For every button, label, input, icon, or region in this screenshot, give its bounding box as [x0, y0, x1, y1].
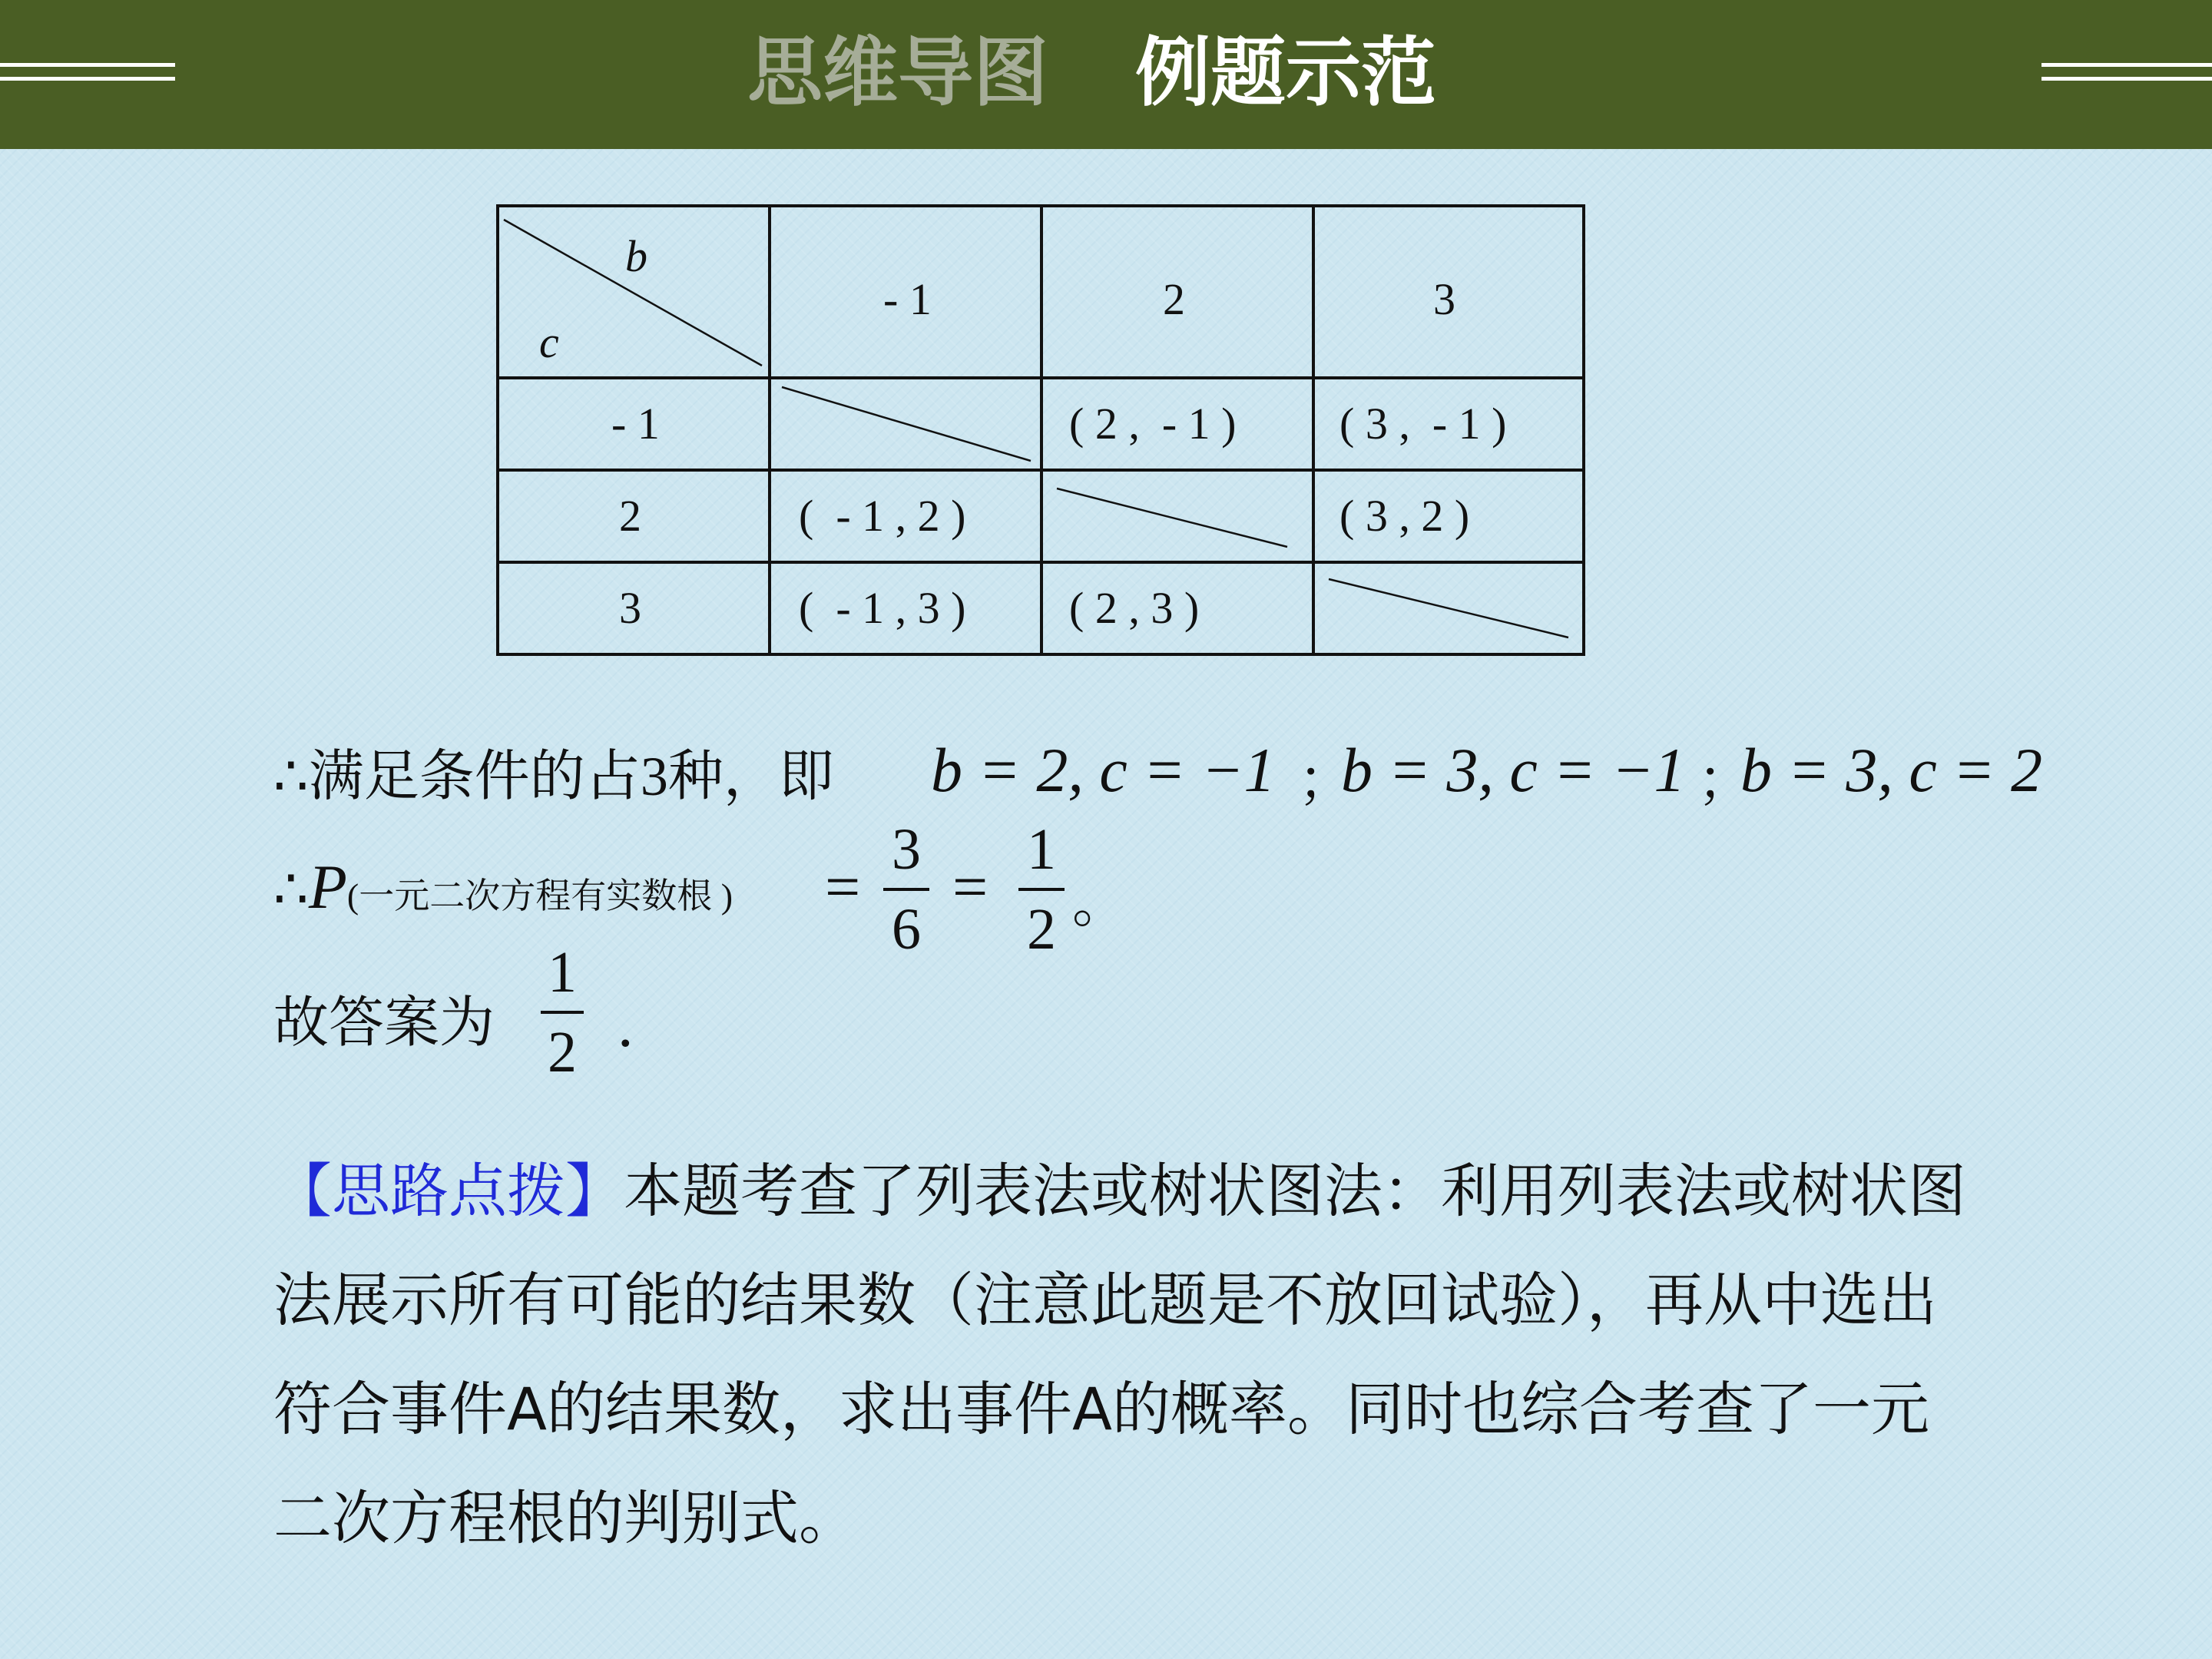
line2-end-mark: 。 — [1072, 870, 1128, 935]
tab-mind-map[interactable]: 思维导图 — [747, 29, 1049, 117]
hint-line-2: 法展示所有可能的结果数（注意此题是不放回试验），再从中选出 — [273, 1266, 1937, 1334]
hint-line-4: 二次方程根的判别式。 — [273, 1484, 857, 1552]
table-cell: ( 2 , 3 ) — [1069, 583, 1200, 633]
hint-paragraph — [273, 1137, 2071, 1573]
fraction-denominator: 2 — [548, 1020, 577, 1084]
header-bar — [0, 0, 2212, 149]
col-header: 2 — [1163, 274, 1185, 324]
answer-fraction — [541, 937, 584, 1088]
hint-label: 【思路点拨】 — [273, 1157, 624, 1225]
fraction-numerator: 1 — [1027, 817, 1056, 882]
solution-line-2 — [273, 853, 733, 931]
solution-line-1 — [273, 741, 834, 811]
answer-label: 故答案为 — [273, 990, 495, 1055]
prob-subscript: (一元二次方程有实数根 ) — [346, 876, 733, 916]
equals-1: = — [825, 852, 861, 922]
answer-period: . — [618, 990, 634, 1060]
prob-symbol: P — [308, 852, 347, 922]
fraction-numerator: 3 — [892, 817, 921, 882]
line1-middle: 种，即 — [667, 743, 834, 808]
pair-1: b = 2, c = −1 — [931, 735, 1276, 805]
tab-example[interactable]: 例题示范 — [1135, 29, 1437, 117]
outcome-table — [496, 204, 1587, 656]
equals-2: = — [952, 852, 988, 922]
hint-text: 本题考查了列表法或树状图法：利用列表法或树状图 — [624, 1157, 1966, 1225]
fraction-1-2 — [1018, 814, 1065, 965]
fraction-3-6 — [883, 814, 929, 965]
line1-prefix: ∴满足条件的占 — [273, 743, 641, 808]
header-rule-left-top — [0, 63, 175, 67]
table-cell: ( 3 , 2 ) — [1339, 491, 1470, 541]
hint-line-1 — [273, 1137, 2071, 1246]
diagonal-r3c3 — [1329, 579, 1568, 637]
diagonal-r2c2 — [1057, 488, 1287, 547]
fraction-denominator: 6 — [892, 897, 921, 962]
corner-label-b: b — [625, 231, 647, 281]
header-rule-right-top — [2041, 63, 2212, 67]
hint-line-3: 符合事件A的结果数，求出事件A的概率。同时也综合考查了一元 — [273, 1375, 1929, 1443]
table-cell: ( 2 , - 1 ) — [1069, 399, 1237, 449]
fraction-numerator: 1 — [548, 940, 577, 1005]
separator-1: ； — [1298, 747, 1354, 812]
table-cell: ( - 1 , 2 ) — [799, 491, 966, 541]
col-header: - 1 — [883, 274, 932, 324]
pair-2: b = 3, c = −1 — [1341, 735, 1686, 805]
row-header: - 1 — [611, 399, 660, 449]
col-header: 3 — [1433, 274, 1455, 324]
table-cell: ( - 1 , 3 ) — [799, 583, 966, 633]
fraction-denominator: 2 — [1027, 897, 1056, 962]
row-header: 2 — [619, 491, 641, 541]
separator-2: ； — [1697, 747, 1753, 812]
corner-label-c: c — [539, 317, 559, 367]
pair-3: b = 3, c = 2 — [1740, 735, 2043, 805]
therefore-symbol: ∴ — [273, 856, 309, 921]
header-rule-left-bottom — [0, 77, 175, 81]
line1-count: 3 — [640, 746, 668, 807]
header-rule-right-bottom — [2041, 77, 2212, 81]
table-cell: ( 3 , - 1 ) — [1339, 399, 1507, 449]
diagonal-r1c1 — [782, 387, 1031, 461]
row-header: 3 — [619, 583, 641, 633]
